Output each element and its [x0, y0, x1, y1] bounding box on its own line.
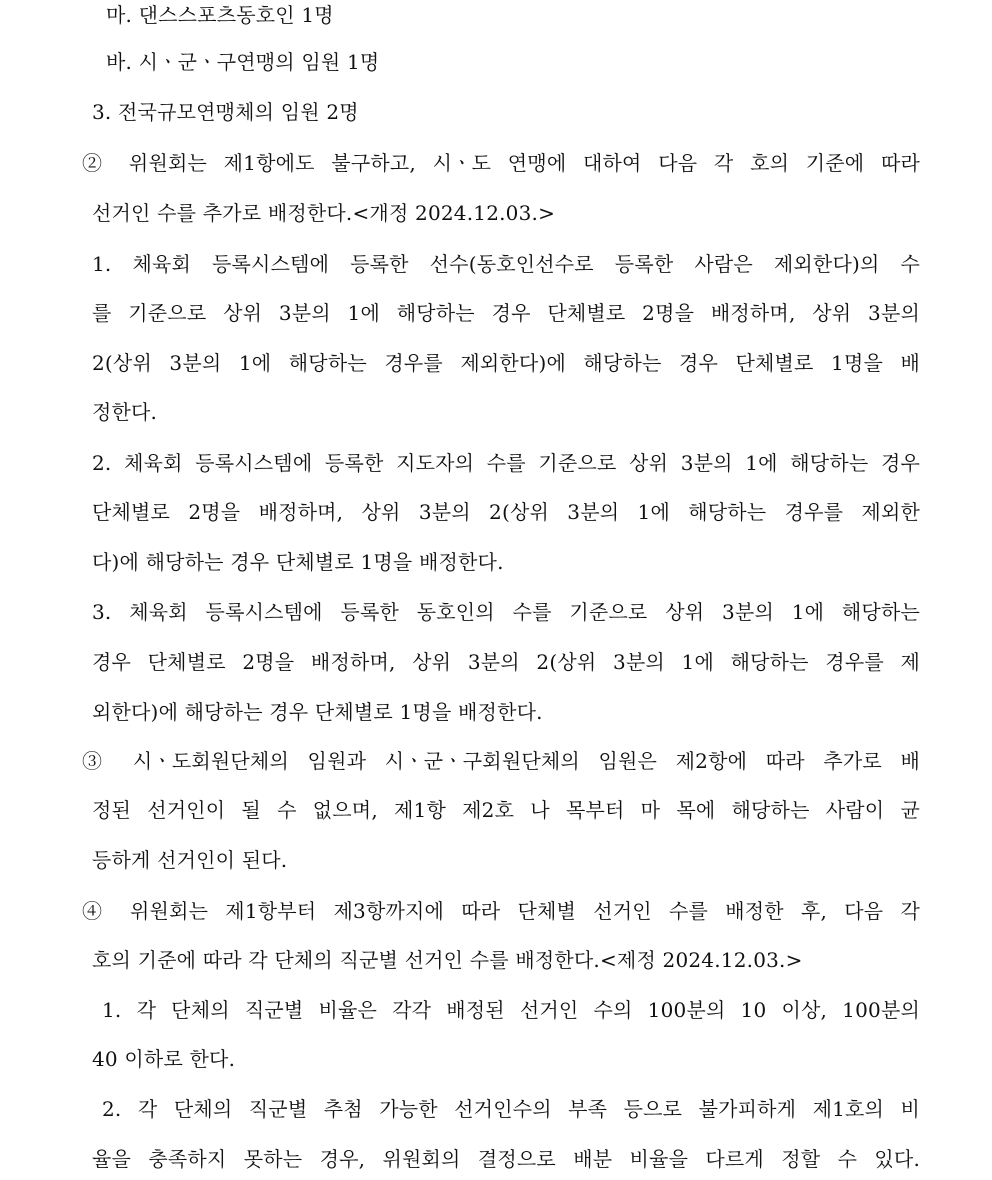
para2-item1-line2: 를 기준으로 상위 3분의 1에 해당하는 경우 단체별로 2명을 배정하며, 상위 3분의: [92, 301, 920, 325]
para4-item1-line2: 40 이하로 한다.: [92, 1047, 236, 1071]
paragraph-3-line-2: 정된 선거인이 될 수 없으며, 제1항 제2호 나 목부터 마 목에 해당하는 사람이 균: [92, 798, 920, 822]
paragraph-2-line-1: ② 위원회는 제1항에도 불구하고, 시ㆍ도 연맹에 대하여 다음 각 호의 기준에 따라: [82, 151, 920, 175]
item-ma: 마. 댄스스포츠동호인 1명: [106, 3, 334, 27]
para2-item1-line3: 2(상위 3분의 1에 해당하는 경우를 제외한다)에 해당하는 경우 단체별로 1명을 배: [92, 351, 920, 375]
para4-item2-line1: 2. 각 단체의 직군별 추첨 가능한 선거인수의 부족 등으로 불가피하게 제1호의 비: [102, 1097, 920, 1121]
para2-item2-line3: 다)에 해당하는 경우 단체별로 1명을 배정한다.: [92, 550, 504, 574]
para2-item3-line2: 경우 단체별로 2명을 배정하며, 상위 3분의 2(상위 3분의 1에 해당하는 경우를 제: [92, 650, 920, 674]
para4-item1-line1: 1. 각 단체의 직군별 비율은 각각 배정된 선거인 수의 100분의 10 이상, 100분의: [102, 998, 920, 1022]
paragraph-4-line-2: 호의 기준에 따라 각 단체의 직군별 선거인 수를 배정한다.<제정 2024.12.03.>: [92, 948, 803, 972]
para4-item2-line2: 율을 충족하지 못하는 경우, 위원회의 결정으로 배분 비율을 다르게 정할 수 있다.: [92, 1147, 920, 1171]
paragraph-4-line-1: ④ 위원회는 제1항부터 제3항까지에 따라 단체별 선거인 수를 배정한 후, 다음 각: [82, 899, 920, 923]
item-ba: 바. 시ㆍ군ㆍ구연맹의 임원 1명: [106, 50, 380, 74]
para2-item3-line3: 외한다)에 해당하는 경우 단체별로 1명을 배정한다.: [92, 700, 543, 724]
paragraph-3-line-3: 등하게 선거인이 된다.: [92, 848, 288, 872]
para2-item2-line1: 2. 체육회 등록시스템에 등록한 지도자의 수를 기준으로 상위 3분의 1에 해당하는 경우: [92, 451, 920, 475]
paragraph-2-line-2: 선거인 수를 추가로 배정한다.<개정 2024.12.03.>: [92, 201, 556, 225]
para2-item1-line1: 1. 체육회 등록시스템에 등록한 선수(동호인선수로 등록한 사람은 제외한다)의 수: [92, 252, 920, 276]
para2-item3-line1: 3. 체육회 등록시스템에 등록한 동호인의 수를 기준으로 상위 3분의 1에 해당하는: [92, 600, 920, 624]
paragraph-3-line-1: ③ 시ㆍ도회원단체의 임원과 시ㆍ군ㆍ구회원단체의 임원은 제2항에 따라 추가로 배: [82, 749, 920, 773]
para2-item2-line2: 단체별로 2명을 배정하며, 상위 3분의 2(상위 3분의 1에 해당하는 경우를 제외한: [92, 500, 920, 524]
item-3: 3. 전국규모연맹체의 임원 2명: [92, 100, 359, 124]
para2-item1-line4: 정한다.: [92, 400, 158, 424]
